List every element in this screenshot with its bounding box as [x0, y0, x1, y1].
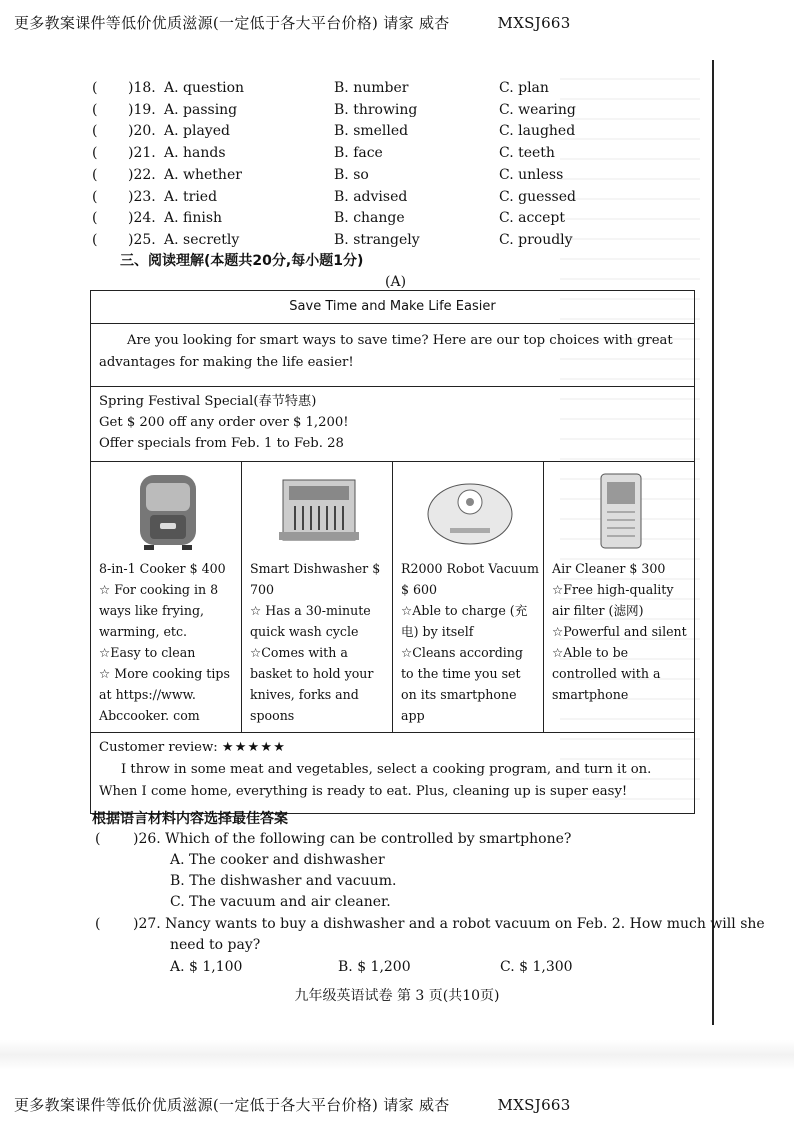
product-air-cleaner	[544, 462, 694, 732]
dishwasher-feature: ☆ Has a 30-minute quick wash cycle	[250, 603, 371, 639]
ad-title: Save Time and Make Life Easier	[91, 291, 694, 324]
option-c: C. laughed	[499, 123, 576, 140]
option-c: C. teeth	[499, 145, 555, 162]
star-rating-icon: ★★★★★	[221, 740, 287, 755]
question-number: )21.	[128, 145, 156, 162]
question-row	[92, 143, 612, 163]
option-a: A. played	[164, 123, 230, 140]
page-footer: 九年级英语试卷 第 3 页(共10页)	[294, 988, 500, 1004]
instruction: 根据语言材料内容选择最佳答案	[92, 811, 288, 827]
passage-label: (A)	[385, 274, 407, 290]
q27-option: A. $ 1,100	[170, 959, 243, 975]
page-fold	[0, 1040, 794, 1070]
air-cleaner-feature: ☆Powerful and silent	[552, 624, 687, 639]
question-number: )22.	[128, 166, 156, 183]
q26-option: A. The cooker and dishwasher	[170, 852, 385, 868]
answer-bracket: (	[92, 80, 98, 96]
cooker-feature: ☆Easy to clean	[99, 645, 196, 660]
header-code: MXSJ663	[497, 14, 571, 32]
ad-intro	[91, 324, 694, 387]
question-number: )23.	[128, 188, 156, 205]
vacuum-image	[401, 462, 539, 558]
vacuum-name: R2000 Robot Vacuum $ 600	[401, 561, 539, 597]
answer-bracket: (	[92, 123, 98, 140]
header-text: 更多教案课件等低价优质滋源(一定低于各大平台价格) 请家 威杏	[14, 14, 450, 32]
option-b: B. strangely	[334, 231, 420, 248]
question-row	[92, 230, 612, 250]
air-cleaner-feature: ☆Free high-quality air filter (滤网)	[552, 582, 674, 618]
answer-bracket: (	[92, 101, 98, 118]
question-number: )25.	[128, 231, 156, 248]
question-number: )18.	[128, 80, 156, 96]
exam-page: 更多教案课件等低价优质滋源(一定低于各大平台价格) 请家 威杏 MXSJ663 ( )18. A. question B. number C. plan ( )19. A. passing B. throwing C. wearing ( )20. A. played B. smelled C. laughed ( )21. A. hands B. face C. teeth ( )22. A. whether B. so C. unless ( )23. A. tried B. advised C. guessed ( )24. A. finish B. change C. accept ( )25. A. secretly B. strangely C. proudly 三、阅读理解(本题共20分,每小题1分) (A) Save Time and Make Life Easier Are you looking for smart ways to save time? Here are our top choices with great advantages for making the life easier! Spring Festival Special(春节特惠) Get $ 200 off any order over $ 1,200! Offer specials from Feb. 1 to Feb. 28 8-in-1 Cooker $ 400 ☆ For cooking in 8 ways like frying, warming, etc. ☆Easy to clean ☆ More cooking tips at https://www. Abccooker. com Smart Dishwasher $ 700 ☆ Has a 30-minute quick wash cycle ☆Comes with a basket to hold your knives, forks and spoons R2000 Robot Vacuum $ 600 ☆Able to charge (充电) by itself ☆Cleans according to the time you set on its smartphone app Air Cleaner $ 300 ☆Free high-quality air filter (滤网) ☆Powerful and silent ☆Able to be controlled with a smartphone Customer review: ★★★★★ I throw in some meat and vegetables, select a cooking program, and turn it on. When I come home, everything is ready to eat. Plus, cleaning up is super easy! 根据语言材料内容选择最佳答案 ( )26. Which of the following can be controlled by smartphone? A. The cooker and dishwasher B. The dishwasher and vacuum. C. The vacuum and air cleaner. ( )27. Nancy wants to buy a dishwasher and a robot vacuum on Feb. 2. How much will she need to pay? A. $ 1,100 B. $ 1,200 C. $ 1,300 九年级英语试卷 第 3 页(共10页) 更多教案课件等低价优质滋源(一定低于各大平台价格) 请家 威杏 MXSJ663	[0, 0, 794, 1124]
product-dishwasher	[242, 462, 393, 732]
section-title: 三、阅读理解(本题共20分,每小题1分)	[120, 253, 364, 269]
option-b: B. smelled	[334, 123, 409, 140]
option-b: B. throwing	[334, 101, 418, 118]
q27-option: B. $ 1,200	[338, 959, 411, 975]
q27-stem-cont: need to pay?	[170, 937, 261, 953]
cooker-feature: ☆ For cooking in 8 ways like frying, warming, etc.	[99, 582, 219, 639]
option-c: C. accept	[499, 210, 566, 227]
advertisement-box	[90, 290, 695, 814]
dishwasher-feature: ☆Comes with a basket to hold your knives, forks and spoons	[250, 645, 374, 723]
ad-intro-text: Are you looking for smart ways to save time? Here are our top choices with great advantages for making the life easier!	[99, 333, 673, 370]
special-dates: Offer specials from Feb. 1 to Feb. 28	[99, 436, 344, 451]
page-edge-line	[712, 60, 714, 1025]
review-text: I throw in some meat and vegetables, select a cooking program, and turn it on. When I come home, everything is ready to eat. Plus, cleaning up is super easy!	[99, 762, 652, 799]
spring-special	[91, 387, 694, 462]
option-a: A. whether	[164, 166, 242, 183]
question-row	[92, 165, 612, 185]
footer-banner	[14, 1094, 571, 1115]
answer-bracket: (	[92, 166, 98, 183]
product-cooker	[91, 462, 242, 732]
review-label: Customer review:	[99, 740, 222, 755]
air-cleaner-name: Air Cleaner $ 300	[552, 561, 666, 576]
customer-review	[91, 733, 694, 813]
answer-bracket: (	[92, 145, 98, 162]
air-cleaner-feature: ☆Able to be controlled with a smartphone	[552, 645, 661, 702]
cooker-image	[99, 462, 237, 558]
question-row	[92, 187, 612, 207]
vacuum-feature: ☆Cleans according to the time you set on its smartphone app	[401, 645, 523, 723]
option-c: C. guessed	[499, 188, 576, 205]
header-banner	[14, 12, 571, 33]
question-number: )24.	[128, 210, 156, 227]
answer-bracket: (	[92, 188, 98, 205]
question-number: )20.	[128, 123, 156, 140]
product-vacuum	[393, 462, 544, 732]
option-a: A. question	[164, 80, 245, 96]
question-row	[92, 78, 612, 98]
footer-banner-code: MXSJ663	[497, 1096, 571, 1114]
question-number: )19.	[128, 101, 156, 118]
option-c: C. unless	[499, 166, 564, 183]
cooker-name: 8-in-1 Cooker $ 400	[99, 561, 226, 576]
option-b: B. face	[334, 145, 383, 162]
option-c: C. wearing	[499, 101, 576, 118]
option-a: A. hands	[164, 145, 226, 162]
footer-banner-text: 更多教案课件等低价优质滋源(一定低于各大平台价格) 请家 威杏	[14, 1096, 450, 1114]
q27-stem: )27. Nancy wants to buy a dishwasher and a robot vacuum on Feb. 2. How much will she	[133, 916, 765, 932]
option-c: C. proudly	[499, 231, 573, 248]
special-offer: Get $ 200 off any order over $ 1,200!	[99, 415, 349, 430]
q26-option: C. The vacuum and air cleaner.	[170, 894, 391, 910]
question-row	[92, 121, 612, 141]
air-cleaner-image	[552, 462, 690, 558]
answer-bracket: (	[92, 210, 98, 227]
option-b: B. number	[334, 80, 409, 96]
dishwasher-name: Smart Dishwasher $ 700	[250, 561, 381, 597]
q27-option: C. $ 1,300	[500, 959, 573, 975]
cooker-feature: ☆ More cooking tips at https://www. Abccooker. com	[99, 666, 230, 723]
option-b: B. advised	[334, 188, 408, 205]
option-c: C. plan	[499, 80, 549, 96]
q26-option: B. The dishwasher and vacuum.	[170, 873, 397, 889]
option-b: B. change	[334, 210, 405, 227]
option-a: A. finish	[164, 210, 223, 227]
dishwasher-image	[250, 462, 388, 558]
option-b: B. so	[334, 166, 369, 183]
special-title: Spring Festival Special(春节特惠)	[99, 394, 317, 409]
option-a: A. secretly	[164, 231, 240, 248]
answer-bracket: (	[92, 231, 98, 248]
question-row	[92, 100, 612, 120]
option-a: A. tried	[164, 188, 218, 205]
product-grid	[91, 462, 694, 733]
vacuum-feature: ☆Able to charge (充电) by itself	[401, 603, 528, 639]
question-row	[92, 208, 612, 228]
option-a: A. passing	[164, 101, 238, 118]
q26-stem: )26. Which of the following can be controlled by smartphone?	[133, 831, 572, 847]
